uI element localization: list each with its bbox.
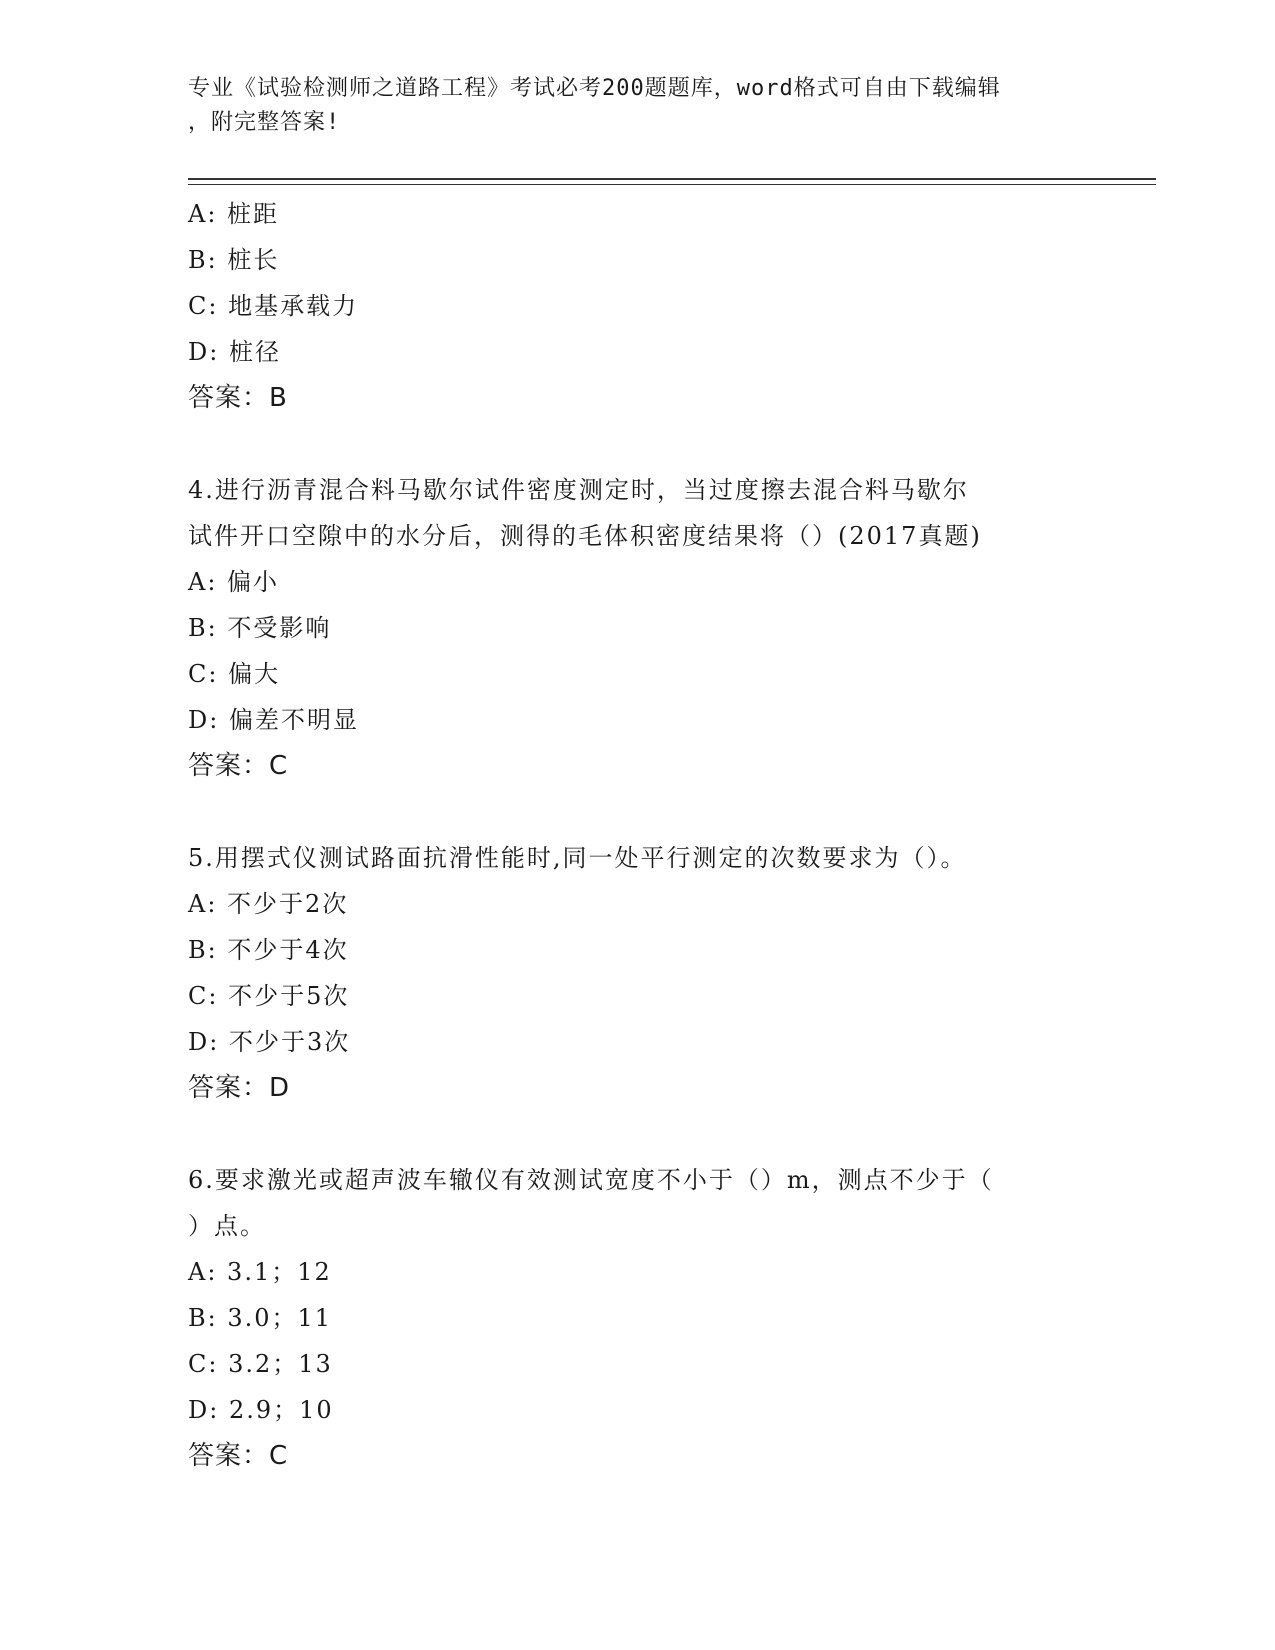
option-a: A: 桩距 <box>188 200 280 228</box>
spacer <box>188 789 1088 835</box>
option-a: A: 不少于2次 <box>188 890 349 918</box>
answer-line: 答案：D <box>188 1073 291 1103</box>
option-d: D: 2.9；10 <box>188 1396 334 1424</box>
option-b: B: 3.0；11 <box>188 1304 333 1332</box>
option-c: C: 不少于5次 <box>188 982 350 1010</box>
option-d: D: 不少于3次 <box>188 1028 351 1056</box>
question-stem-cont: ）点。 <box>188 1212 266 1240</box>
option-b: B: 桩长 <box>188 246 280 274</box>
answer-line: 答案：B <box>188 383 288 413</box>
option-a: A: 3.1；12 <box>188 1258 332 1286</box>
header-line-2: ，附完整答案! <box>188 110 341 135</box>
option-a: A: 偏小 <box>188 568 280 596</box>
header-divider-thin <box>188 184 1156 185</box>
option-c: C: 3.2；13 <box>188 1350 333 1378</box>
option-d: D: 偏差不明显 <box>188 706 359 734</box>
option-b: B: 不少于4次 <box>188 936 349 964</box>
header-line-1: 专业《试验检测师之道路工程》考试必考200题题库，word格式可自由下载编辑 <box>188 76 1001 101</box>
question-4-block <box>188 467 1088 789</box>
question-6-block <box>188 1157 1088 1479</box>
header-divider-thick <box>188 178 1156 180</box>
question-stem: 4.进行沥青混合料马歇尔试件密度测定时，当过度擦去混合料马歇尔 <box>188 476 969 504</box>
question-stem: 6.要求激光或超声波车辙仪有效测试宽度不小于（）m，测点不少于（ <box>188 1166 994 1194</box>
answer-line: 答案：C <box>188 751 289 781</box>
document-header <box>188 72 1088 140</box>
question-stem-cont: 试件开口空隙中的水分后，测得的毛体积密度结果将（）(2017真题) <box>188 522 982 550</box>
question-list <box>188 191 1088 1479</box>
answer-line: 答案：C <box>188 1441 289 1471</box>
option-c: C: 偏大 <box>188 660 281 688</box>
spacer <box>188 1111 1088 1157</box>
question-5-block <box>188 835 1088 1111</box>
question-3-block <box>188 191 1088 421</box>
option-d: D: 桩径 <box>188 338 281 366</box>
spacer <box>188 421 1088 467</box>
question-stem: 5.用摆式仪测试路面抗滑性能时,同一处平行测定的次数要求为（）。 <box>188 844 967 872</box>
option-b: B: 不受影响 <box>188 614 332 642</box>
option-c: C: 地基承载力 <box>188 292 359 320</box>
